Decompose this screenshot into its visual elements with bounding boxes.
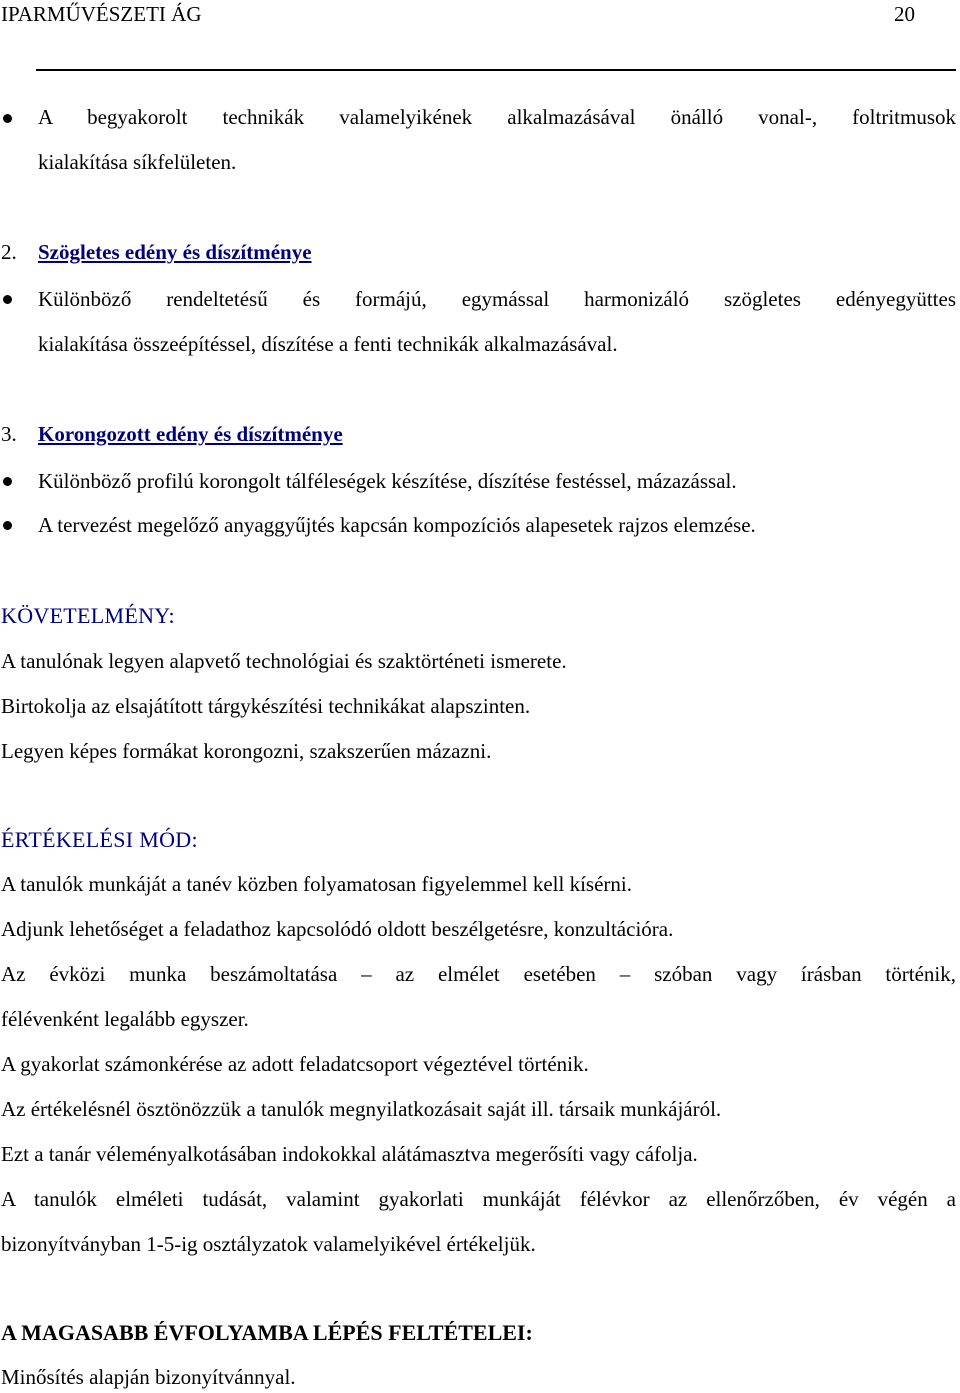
evaluation-line: Ezt a tanár véleményalkotásában indokokkal alátámasztva megerősíti vagy cáfolja. <box>1 1142 698 1166</box>
requirements-line: A tanulónak legyen alapvető technológiai és szaktörténeti ismerete. <box>1 649 567 673</box>
evaluation-title: ÉRTÉKELÉSI MÓD: <box>1 827 198 852</box>
bullet-icon <box>3 521 12 530</box>
running-header: IPARMŰVÉSZETI ÁG <box>1 2 202 26</box>
requirements-line: Birtokolja az elsajátított tárgykészítési technikákat alapszinten. <box>1 694 531 718</box>
section-2-title[interactable]: Szögletes edény és díszítménye <box>38 240 312 264</box>
section-3-bullet-2: A tervezést megelőző anyaggyűjtés kapcsán kompozíciós alapesetek rajzos elemzése. <box>38 513 756 537</box>
evaluation-line: bizonyítványban 1-5-ig osztályzatok valamelyikével értékeljük. <box>1 1232 536 1256</box>
evaluation-line: félévenként legalább egyszer. <box>1 1007 249 1031</box>
evaluation-line: A tanulók munkáját a tanév közben folyamatosan figyelemmel kell kísérni. <box>1 872 632 896</box>
advancement-text: Minősítés alapján bizonyítvánnyal. <box>1 1365 296 1389</box>
requirements-title: KÖVETELMÉNY: <box>1 603 175 628</box>
section-3-number: 3. <box>1 422 17 446</box>
evaluation-line: A gyakorlat számonkérése az adott feladatcsoport végeztével történik. <box>1 1052 589 1076</box>
evaluation-line: Az évközi munka beszámoltatása – az elmélet esetében – szóban vagy írásban történik, <box>1 962 956 986</box>
evaluation-line: A tanulók elméleti tudását, valamint gyakorlati munkáját félévkor az ellenőrzőben, év végén a <box>1 1187 956 1211</box>
intro-bullet-line1: A begyakorolt technikák valamelyikének alkalmazásával önálló vonal-, foltritmusok <box>38 105 956 129</box>
section-2-bullet-line1: Különböző rendeltetésű és formájú, egymással harmonizáló szögletes edényegyüttes <box>38 287 956 311</box>
page-number: 20 <box>894 2 915 26</box>
section-3-title[interactable]: Korongozott edény és díszítménye <box>38 422 343 446</box>
section-3-bullet-1: Különböző profilú korongolt tálféleségek készítése, díszítése festéssel, mázazással. <box>38 469 737 493</box>
header-rule <box>36 69 956 71</box>
bullet-icon <box>3 295 12 304</box>
evaluation-line: Adjunk lehetőséget a feladathoz kapcsolódó oldott beszélgetésre, konzultációra. <box>1 917 674 941</box>
advancement-title: A MAGASABB ÉVFOLYAMBA LÉPÉS FELTÉTELEI: <box>1 1320 533 1345</box>
evaluation-line: Az értékelésnél ösztönözzük a tanulók megnyilatkozásait saját ill. társaik munkájáról. <box>1 1097 722 1121</box>
bullet-icon <box>3 477 12 486</box>
requirements-line: Legyen képes formákat korongozni, szakszerűen mázazni. <box>1 739 492 763</box>
section-2-bullet-line2: kialakítása összeépítéssel, díszítése a fenti technikák alkalmazásával. <box>38 332 618 356</box>
section-2-number: 2. <box>1 240 17 264</box>
bullet-icon <box>3 114 12 123</box>
intro-bullet-line2: kialakítása síkfelületen. <box>38 150 237 174</box>
